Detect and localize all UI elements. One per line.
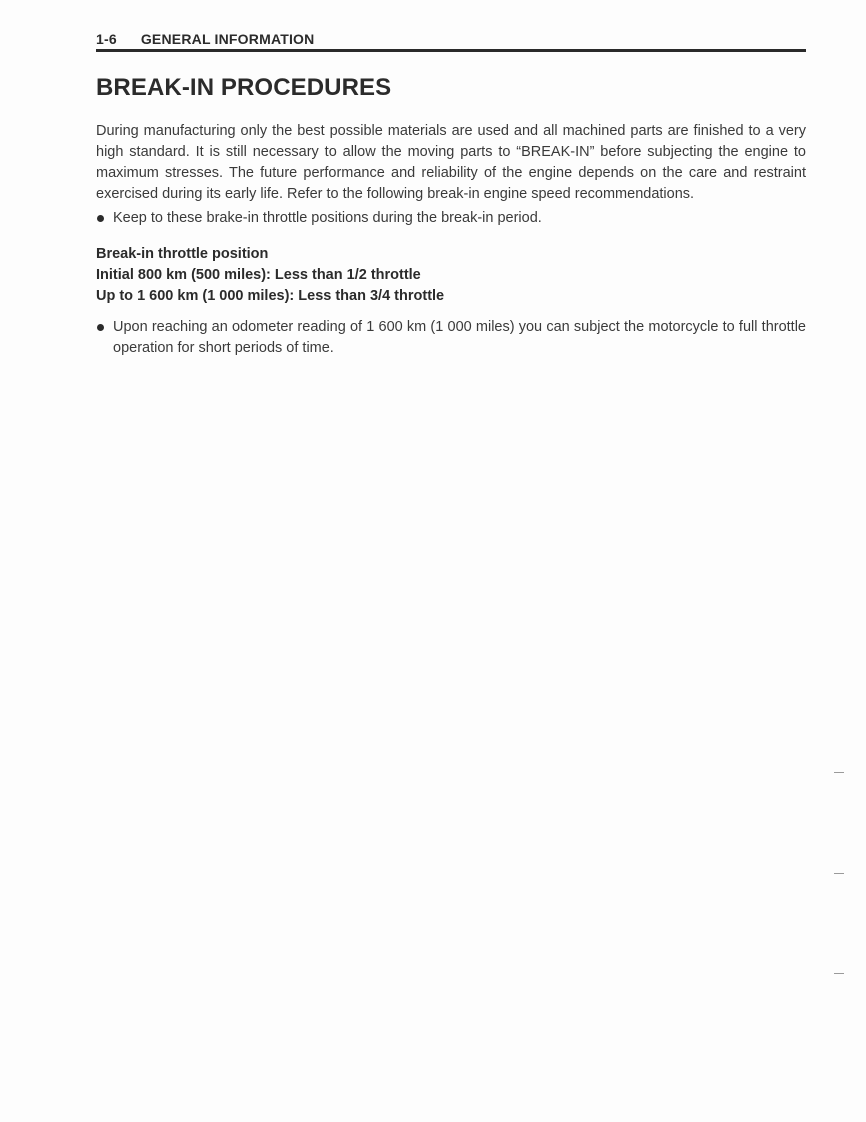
- scan-edge-mark: [834, 973, 844, 974]
- bullet-text: Upon reaching an odometer reading of 1 600 km (1 000 miles) you can subject the motorcycle to full throttle operation for short periods of time.: [113, 319, 806, 356]
- bullet-text: Keep to these brake-in throttle positions during the break-in period.: [113, 210, 542, 226]
- bullet-item-keep-throttle: [96, 208, 806, 229]
- scan-edge-mark: [834, 772, 844, 773]
- bullet-item-full-throttle: [96, 317, 806, 359]
- page-title: BREAK-IN PROCEDURES: [96, 74, 392, 101]
- scan-edge-mark: [834, 873, 844, 874]
- throttle-spec-heading: Break-in throttle position: [96, 246, 269, 262]
- throttle-spec-block: [96, 244, 806, 307]
- throttle-spec-line-2: Up to 1 600 km (1 000 miles): Less than 3/4 throttle: [96, 288, 445, 304]
- bullet-icon: [96, 208, 113, 229]
- bullet-icon: [96, 317, 113, 359]
- intro-paragraph: During manufacturing only the best possible materials are used and all machined parts are finished to a very high standard. It is still necessary to allow the moving parts to “BREAK-IN” before subjecting the engine to maximum stresses. The future performance and reliability of the engine depends on the care and restraint exercised during its early life. Refer to the following break-in engine speed recommendations.: [96, 123, 806, 202]
- page-header: [96, 30, 806, 52]
- section-title: GENERAL INFORMATION: [140, 31, 315, 47]
- throttle-spec-line-1: Initial 800 km (500 miles): Less than 1/2 throttle: [96, 267, 421, 283]
- page-number: 1-6: [96, 31, 117, 47]
